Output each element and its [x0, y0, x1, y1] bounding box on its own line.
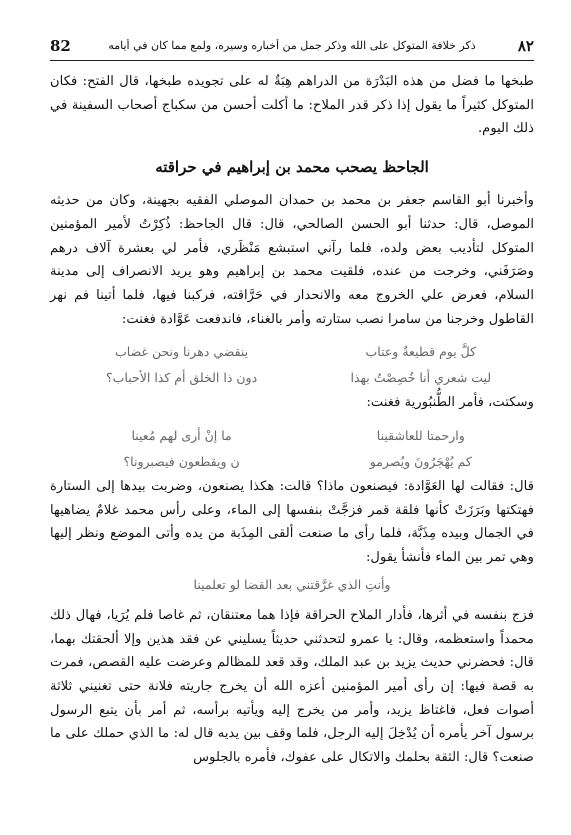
text-line: في ذلك اليوم. — [50, 97, 534, 137]
tunburiya-line: وسكتت، فأمر الطُّنبُورية فغنت: — [366, 395, 534, 411]
paragraph-2 — [50, 475, 534, 570]
verse-line — [50, 449, 534, 475]
verse-hemistich-first: وارحمتا للعاشقينا — [376, 428, 465, 444]
text-line: حتى تغنيني ثلاثة أصوات فعل، فاغتاظ يزيد، وأمر من يخرج إليه ويأتيه برأسه، ثم أمر — [50, 678, 535, 718]
text-line: حديثه الموصل، قال: حدثنا أبو الحسن الصالحي، قال: قال الجاحظ: ذُكِرْتُ لأمير — [50, 193, 534, 232]
intro-paragraph — [50, 70, 534, 141]
paragraph-1 — [50, 189, 534, 331]
page-number-latin: 82 — [50, 37, 71, 55]
verse-hemistich-second: دون ذا الخلق أم كذا الأحباب؟ — [106, 370, 258, 386]
text-line: قال: فقالت لها العَوَّادة: فيصنعون ماذا؟ قالت: هكذا يصنعون، وضربت بيدها — [120, 479, 534, 495]
running-title: ذكر خلافة المتوكل على الله وذكر جمل من أخباره وسيره، ولمع مما كان في أيامه — [108, 39, 476, 52]
section-heading: الجاحظ يصحب محمد بن إبراهيم في حراقته — [155, 158, 429, 177]
text-line: الذي حملك على ما صنعت؟ قال: الثقة بحلمك والاتكال على عفوك، فأمره بالجلوس — [50, 726, 534, 766]
text-line: عليه القصص، فمرت به قصة فيها: إن رأى أمير المؤمنين أعزه الله أن يخرج جاريته فلانة — [50, 655, 535, 694]
paragraph-3 — [50, 604, 534, 770]
text-line: مدينة السلام، فعرض علي الخروج معه والانحدار في حَرَّاقته، فركبنا فيها، فلما أتينا فم — [50, 264, 534, 303]
text-line: نهر القاطول وخرجنا من سامرا نصب ستارته وأمر بالغناء، فاندفعت عَوَّادة فغنت: — [50, 287, 534, 327]
text-line: درهم وصَرَفَني، وخرجت من عنده، فلقيت محمد بن إبراهيم وهو يريد الانصراف إلى — [50, 240, 534, 280]
verse-line — [50, 423, 534, 449]
page-header — [50, 34, 534, 61]
verse-hemistich-second: ن ويقطعون فيصبرونا؟ — [123, 454, 240, 470]
text-line: المتوكل كثيراً ما يقول إذا ذكر قدر الملاح: ما أكلت أحسن من سكباج أصحاب السفينة — [71, 97, 534, 113]
text-line: بأن يتبع الرسول برسول آخر يأمره أن يُدْخِلَ إليه الرجل، فلما وقف بين يديه قال له: ما — [50, 702, 534, 742]
text-line: المؤمنين المتوكل لتأديب بعض ولده، فلما رآني استبشع مَنْظَري، فأمر لي بعشرة آلاف — [50, 216, 534, 256]
verse-hemistich-first: ليت شعري أنا خُصِصْتُ بهذا — [350, 370, 492, 386]
text-line: غلامٌ يضاهيها في الجمال وبيده مِذَبَّة، فلما رأى ما صنعت ألقى المِذَبة من يده وأتى — [50, 502, 534, 542]
verse-line-single: وأنتِ الذي غرَّقتني بعد القضا لو تعلمينا — [193, 576, 391, 592]
verse-hemistich-first: كلَّ يوم قطيعةٌ وعتاب — [365, 344, 477, 360]
text-line: طبخها ما فضل من هذه البَدْرَة من الدراهم هِبَةٌ له على تجويده طبخها، قال الفتح: فكان — [50, 74, 534, 89]
page-number-arabic: ٨٢ — [517, 37, 534, 55]
verse-line — [50, 365, 534, 391]
text-line: فهال ذلك محمداً واستعظمه، وقال: يا عمرو لتحدثني حديثاً يسليني عن فقد هذين وإلا — [50, 607, 534, 647]
page-body — [50, 70, 534, 770]
text-line: فزج بنفسه في أثرها، فأدار الملاح الحراقة فإذا هما معتنقان، ثم غاصا فلم يُرَيا، — [106, 607, 535, 623]
text-line: ألحقتك بهما، قال: فحضرني حديث يزيد بن عبد الملك، وقد قعد للمظالم وعرضت — [50, 631, 534, 671]
text-line: وأخبرنا أبو القاسم جعفر بن محمد بن حمدان الموصلي الفقيه بجهينة، وكان من — [86, 193, 534, 209]
text-line: الموضع ونظر إليها وهي تمر بين الماء فأنشأ يقول: — [50, 526, 534, 566]
text-line: إلى الستارة فهتكتها وبَرَزَتْ كأنها فلقة قمر فزجَّتْ بنفسها إلى الماء، وعلى رأس محمد — [50, 479, 534, 518]
verse-hemistich-first: كم يُهْجَرُونَ ويُصرمو — [369, 454, 472, 470]
verse-line — [50, 339, 534, 365]
verse-hemistich-second: ما إنْ أرى لهم مُعينا — [131, 428, 232, 444]
verse-hemistich-second: ينقضي دهرنا ونحن غضاب — [115, 344, 249, 360]
